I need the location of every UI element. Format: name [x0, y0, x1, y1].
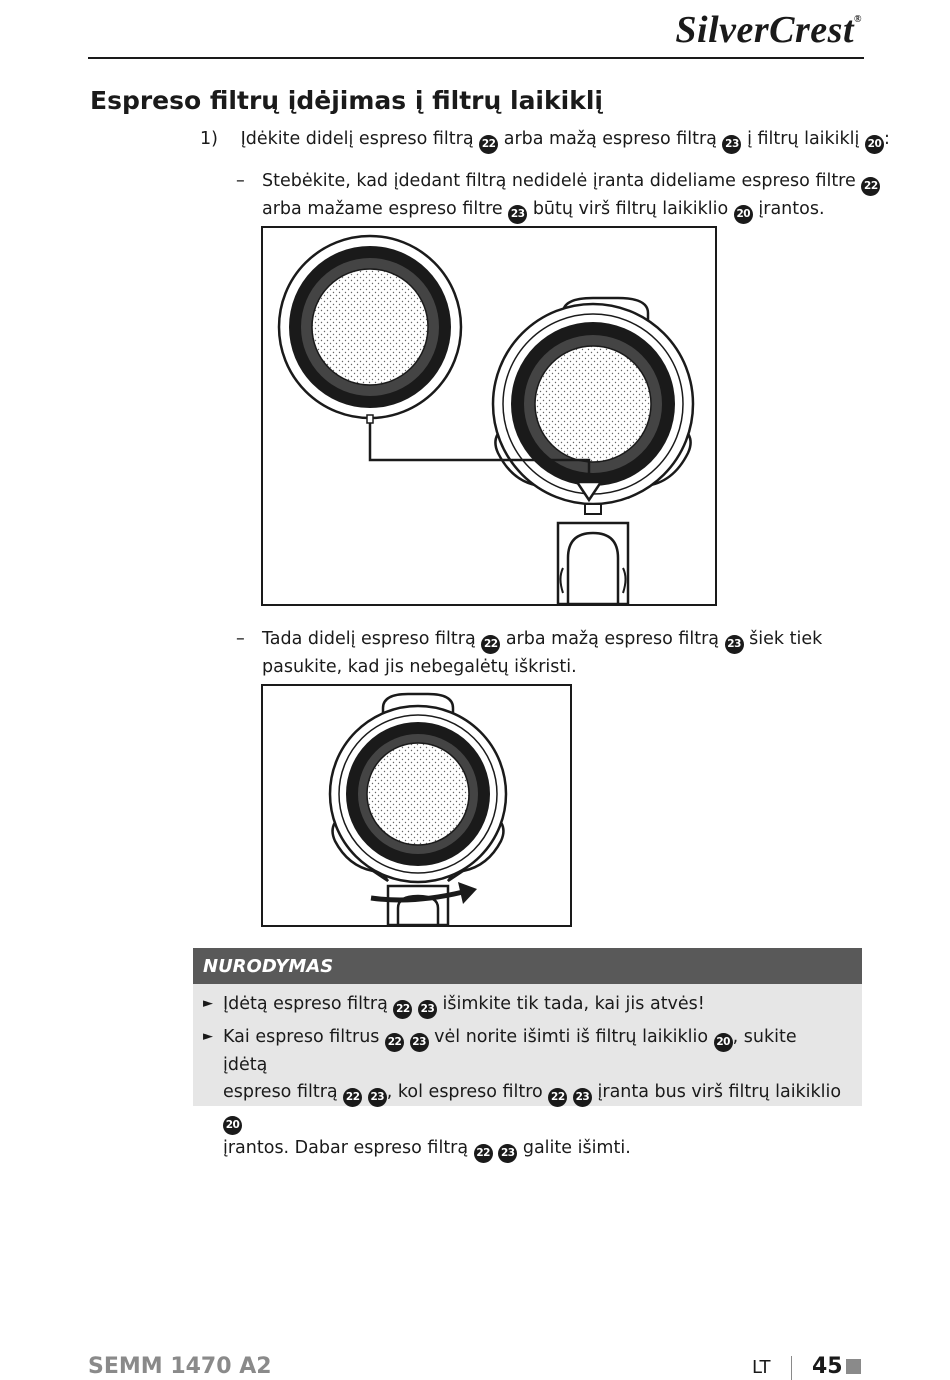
footer-language: LT — [752, 1357, 771, 1378]
part-callout: 20 — [734, 205, 753, 224]
step-text: : — [883, 129, 890, 149]
note-text: įrantos. Dabar espreso filtrą — [223, 1137, 469, 1158]
bullet-line — [262, 168, 882, 196]
bullet-line — [262, 196, 882, 224]
note-heading: NURODYMAS — [193, 948, 862, 984]
note-text: , kol espreso filtro — [386, 1081, 543, 1102]
step-1 — [200, 129, 890, 154]
page-number: 45 — [812, 1354, 843, 1379]
section-title: Espreso filtrų įdėjimas į filtrų laikiklį — [90, 86, 603, 115]
part-callout: 22 — [481, 635, 500, 654]
bullet-text: būtų virš filtrų laikiklio — [532, 199, 729, 219]
part-callout: 22 — [385, 1033, 404, 1052]
part-callout: 23 — [410, 1033, 429, 1052]
bullet-text: šiek tiek — [749, 629, 823, 649]
bullet-text: įrantos. — [758, 199, 825, 219]
note-line — [223, 1079, 843, 1135]
part-callout: 23 — [725, 635, 744, 654]
part-callout: 22 — [861, 177, 880, 196]
part-callout: 23 — [722, 135, 741, 154]
note-text: įranta bus virš filtrų laikiklio — [597, 1081, 842, 1102]
bullet-text: Stebėkite, kad įdedant filtrą nedidelė įranta dideliame espreso filtre — [262, 171, 856, 191]
footer-square-icon — [846, 1359, 861, 1374]
note-line — [223, 1135, 843, 1163]
step-text: arba mažą espreso filtrą — [503, 129, 717, 149]
note-text: galite išimti. — [522, 1137, 631, 1158]
note-text: , sukite įdėtą — [223, 1027, 797, 1075]
bullet-text: Tada didelį espreso filtrą — [262, 629, 476, 649]
part-callout: 22 — [479, 135, 498, 154]
bullet-text: arba mažą espreso filtrą — [505, 629, 720, 649]
note-text: Įdėtą espreso filtrą — [223, 994, 388, 1014]
part-callout: 20 — [714, 1033, 733, 1052]
footer-divider — [791, 1356, 792, 1380]
filter-rotate-illustration — [263, 686, 570, 925]
part-callout: 23 — [508, 205, 527, 224]
step-number: 1) — [200, 129, 218, 149]
part-callout: 22 — [474, 1144, 493, 1163]
part-callout: 20 — [865, 135, 884, 154]
figure-filter-rotate — [261, 684, 572, 927]
bullet-line: pasukite, kad jis nebegalėtų iškristi. — [262, 657, 577, 677]
part-callout: 23 — [418, 1000, 437, 1019]
filter-alignment-illustration — [263, 228, 715, 604]
bullet-text: arba mažame espreso filtre — [262, 199, 503, 219]
note-line — [223, 1024, 843, 1079]
header-rule — [88, 57, 864, 59]
part-callout: 22 — [393, 1000, 412, 1019]
note-text: espreso filtrą — [223, 1081, 338, 1102]
arrow-marker-icon: ► — [203, 1029, 213, 1044]
bullet-line — [262, 626, 882, 654]
step-text: Įdėkite didelį espreso filtrą — [240, 129, 474, 149]
note-text: Kai espreso filtrus — [223, 1027, 380, 1047]
note-text: išimkite tik tada, kai jis atvės! — [442, 994, 705, 1014]
part-callout: 22 — [548, 1088, 567, 1107]
arrow-marker-icon: ► — [203, 996, 213, 1011]
footer-model: SEMM 1470 A2 — [88, 1354, 272, 1379]
note-box — [193, 948, 862, 1159]
dash-marker: – — [236, 171, 245, 191]
figure-filter-alignment — [261, 226, 717, 606]
part-callout: 20 — [223, 1116, 242, 1135]
dash-marker: – — [236, 629, 245, 649]
brand-logo: SilverCrest® — [675, 9, 862, 51]
part-callout: 23 — [368, 1088, 387, 1107]
part-callout: 23 — [498, 1144, 517, 1163]
part-callout: 22 — [343, 1088, 362, 1107]
step-text: į filtrų laikiklį — [747, 129, 860, 149]
note-text: vėl norite išimti iš filtrų laikiklio — [434, 1027, 709, 1047]
part-callout: 23 — [573, 1088, 592, 1107]
